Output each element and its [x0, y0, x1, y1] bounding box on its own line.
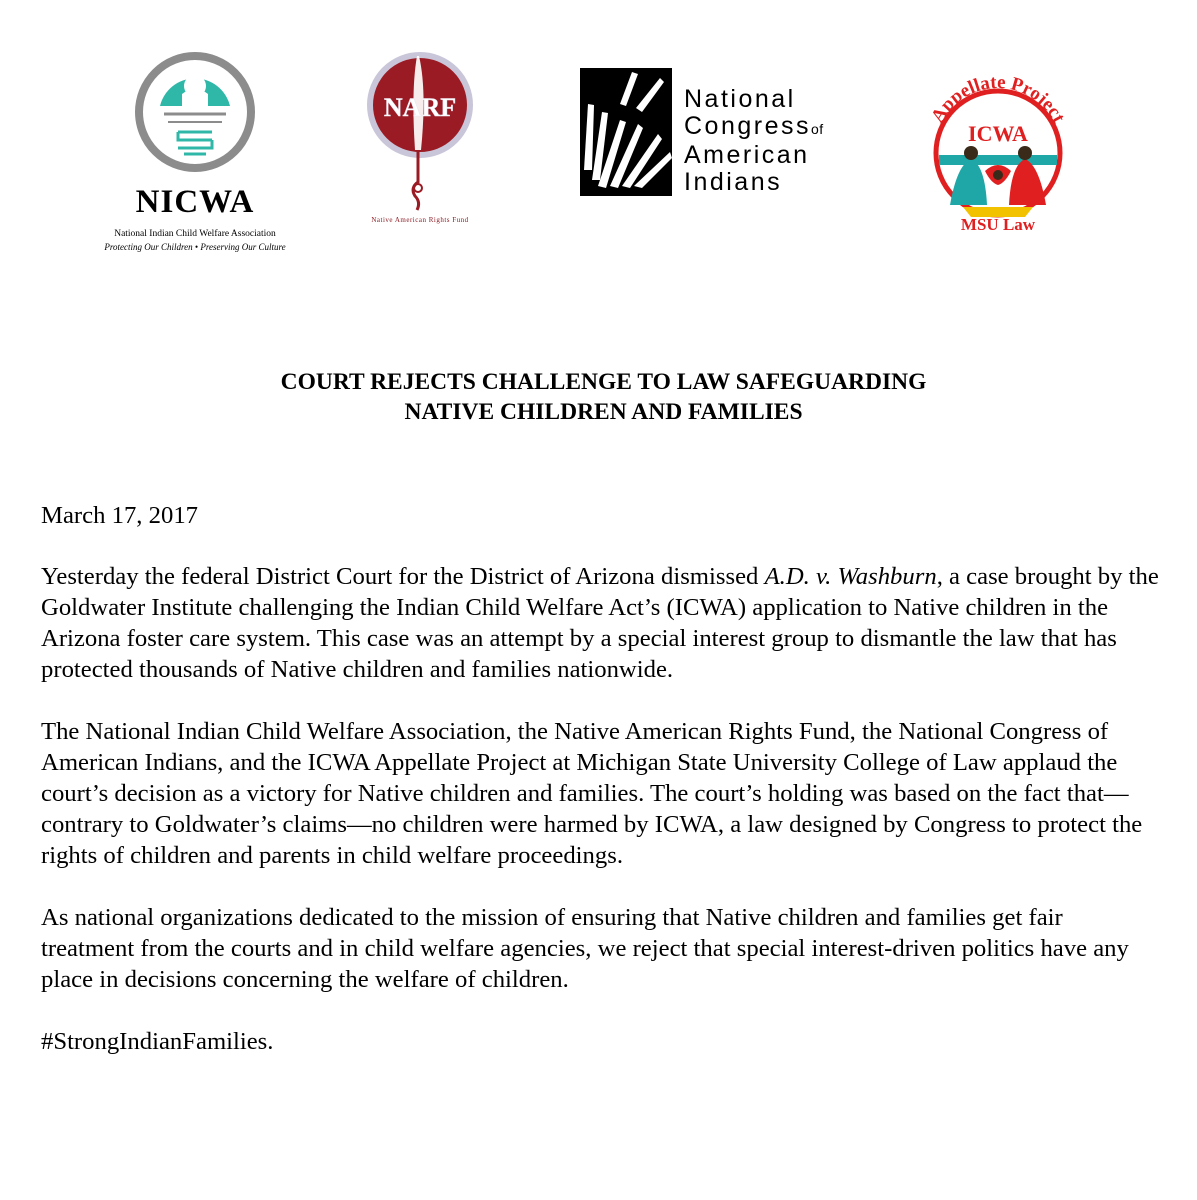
case-name: A.D. v. Washburn	[764, 563, 937, 590]
ncai-logo	[580, 68, 830, 198]
paragraph-3: As national organizations dedicated to the mission of ensuring that Native children and families get fair treatment from the courts and in child welfare agencies, we reject that special interest-driven politics have any place in decisions concerning the welfare of children.	[41, 904, 1129, 993]
logo-banner	[0, 0, 1197, 260]
paragraph-1	[41, 561, 1161, 685]
press-release-body	[41, 500, 1161, 1057]
paragraph-1-before: Yesterday the federal District Court for the District of Arizona dismissed	[41, 563, 765, 590]
icwa-center: ICWA	[968, 121, 1028, 146]
icwa-bottom: MSU Law	[960, 215, 1036, 234]
narf-logo	[355, 50, 485, 230]
hashtag: #StrongIndianFamilies.	[41, 1028, 274, 1055]
ncai-line3: American	[684, 141, 810, 169]
paragraph-1-after: , a case brought by the Goldwater Institute challenging the Indian Child Welfare Act’s (ICWA) application to Native children in the Arizona foster care system. This case was an attempt by a special interest group to dismantle the law that has protected thousands of Native children and families nationwide.	[41, 563, 1159, 683]
ncai-headdress-icon	[580, 68, 680, 198]
ncai-line2-wrap	[684, 113, 824, 143]
nicwa-logo	[100, 40, 290, 252]
icwa-arc-text: Appellate Project	[927, 71, 1070, 127]
narf-acronym: NARF	[383, 93, 457, 122]
title-line-2: NATIVE CHILDREN AND FAMILIES	[404, 399, 803, 425]
nicwa-full-name: National Indian Child Welfare Association	[114, 229, 276, 239]
narf-full-name: Native American Rights Fund	[371, 216, 469, 224]
release-date: March 17, 2017	[41, 502, 199, 529]
icwa-appellate-logo	[905, 55, 1090, 240]
narf-feather-emblem-icon	[355, 50, 485, 220]
paragraph-2: The National Indian Child Welfare Association, the Native American Rights Fund, the National Congress of American Indians, and the ICWA Appellate Project at Michigan State University College of Law applaud the court’s decision as a victory for Native children and families. The court’s holding was based on the fact that—contrary to Goldwater’s claims—no children were harmed by ICWA, a law designed by Congress to protect the rights of children and parents in child welfare proceedings.	[41, 718, 1143, 869]
press-release-title	[0, 367, 1197, 427]
ncai-line2: Congress	[684, 111, 811, 140]
nicwa-tagline: Protecting Our Children • Preserving Our Culture	[104, 242, 286, 252]
nicwa-emblem-icon	[134, 48, 256, 178]
ncai-wordmark	[684, 86, 824, 195]
ncai-line4: Indians	[684, 167, 783, 196]
ncai-line1: National	[684, 85, 796, 113]
ncai-line2-of: of	[811, 120, 824, 137]
nicwa-name: NICWA	[135, 184, 255, 220]
title-line-1: COURT REJECTS CHALLENGE TO LAW SAFEGUARDING	[280, 369, 927, 395]
icwa-emblem-icon	[905, 55, 1090, 240]
